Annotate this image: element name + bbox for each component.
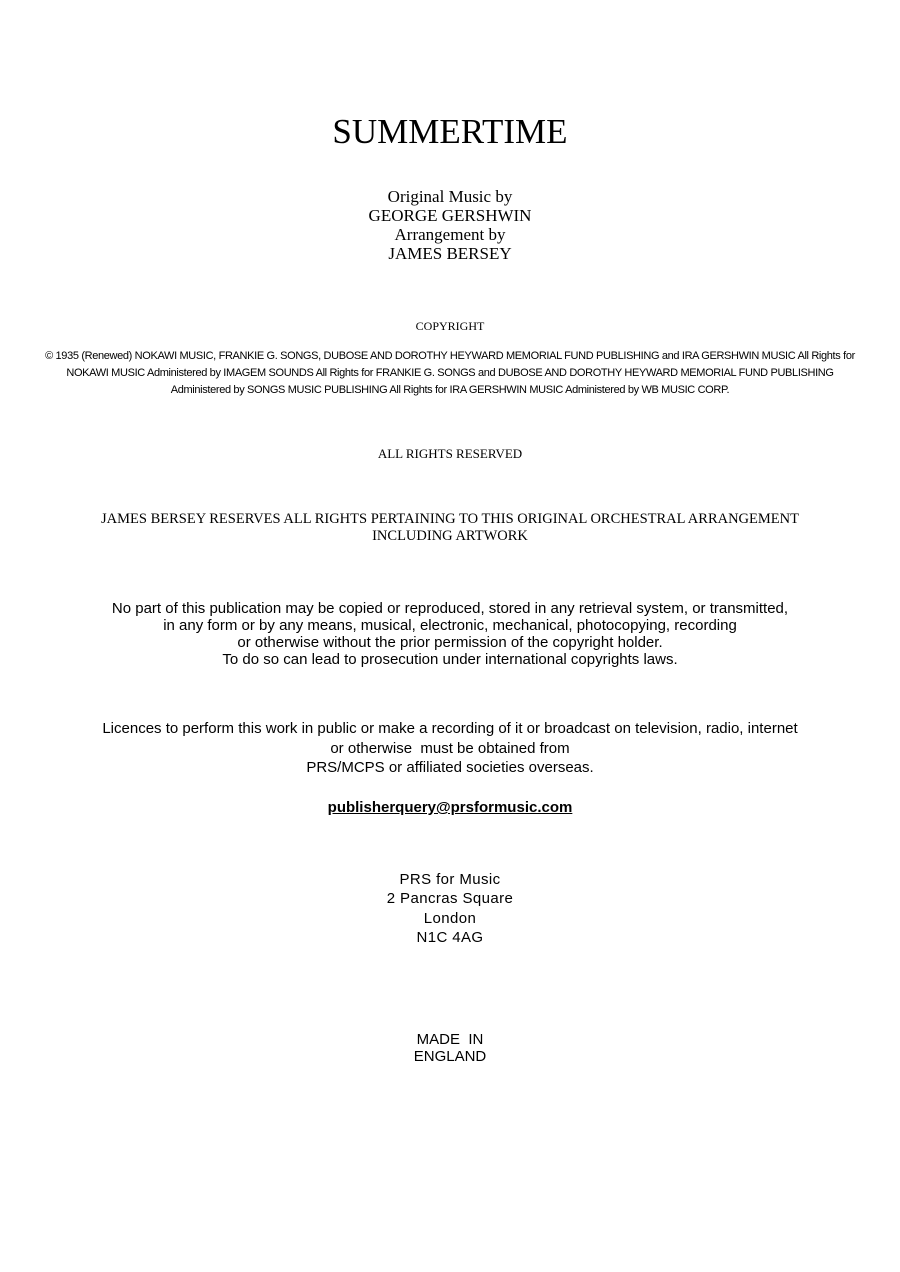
licences-line: or otherwise must be obtained from [330, 740, 570, 757]
copyright-notice-line: NOKAWI MUSIC Administered by IMAGEM SOUNDS All Rights for FRANKIE G. SONGS and DUBOSE AND DOROTHY HEYWARD MEMORIAL FUND PUBLISHING [66, 367, 834, 379]
page-title: SUMMERTIME [332, 112, 568, 151]
copyright-notice-line: Administered by SONGS MUSIC PUBLISHING All Rights for IRA GERSHWIN MUSIC Administered by WB MUSIC CORP. [170, 384, 730, 396]
licences-line: Licences to perform this work in public or make a recording of it or broadcast on television, radio, internet [102, 720, 798, 737]
credit-line-composer: GEORGE GERSHWIN [368, 206, 532, 225]
made-in-line: MADE IN [416, 1031, 484, 1048]
credit-line-arranger: JAMES BERSEY [388, 244, 512, 263]
arrangement-rights-line: JAMES BERSEY RESERVES ALL RIGHTS PERTAINING TO THIS ORIGINAL ORCHESTRAL ARRANGEMENT [101, 511, 799, 527]
address-line: N1C 4AG [416, 929, 484, 946]
prohibition-line: or otherwise without the prior permission of the copyright holder. [237, 634, 663, 651]
credit-line-arrangement-label: Arrangement by [394, 225, 506, 244]
address-line: London [423, 910, 477, 927]
arrangement-rights-line: INCLUDING ARTWORK [372, 528, 528, 544]
prohibition-line: in any form or by any means, musical, electronic, mechanical, photocopying, recording [163, 617, 737, 634]
contact-email-line [0, 798, 900, 818]
contact-email-link[interactable]: publisherquery@prsformusic.com [327, 799, 573, 816]
address-line: 2 Pancras Square [386, 890, 514, 907]
all-rights-reserved: ALL RIGHTS RESERVED [377, 446, 523, 461]
made-in-line: ENGLAND [413, 1048, 487, 1065]
prohibition-line: No part of this publication may be copied or reproduced, stored in any retrieval system, or transmitted, [111, 600, 789, 617]
credit-line-original-music-label: Original Music by [387, 187, 513, 206]
copyright-heading: COPYRIGHT [415, 319, 485, 333]
copyright-notice-line: © 1935 (Renewed) NOKAWI MUSIC, FRANKIE G. SONGS, DUBOSE AND DOROTHY HEYWARD MEMORIAL FUND PUBLISHING and IRA GERSHWIN MUSIC All Rights for [45, 350, 855, 362]
prohibition-line: To do so can lead to prosecution under international copyrights laws. [222, 651, 678, 668]
address-line: PRS for Music [399, 871, 501, 888]
licences-line: PRS/MCPS or affiliated societies overseas. [306, 759, 594, 776]
